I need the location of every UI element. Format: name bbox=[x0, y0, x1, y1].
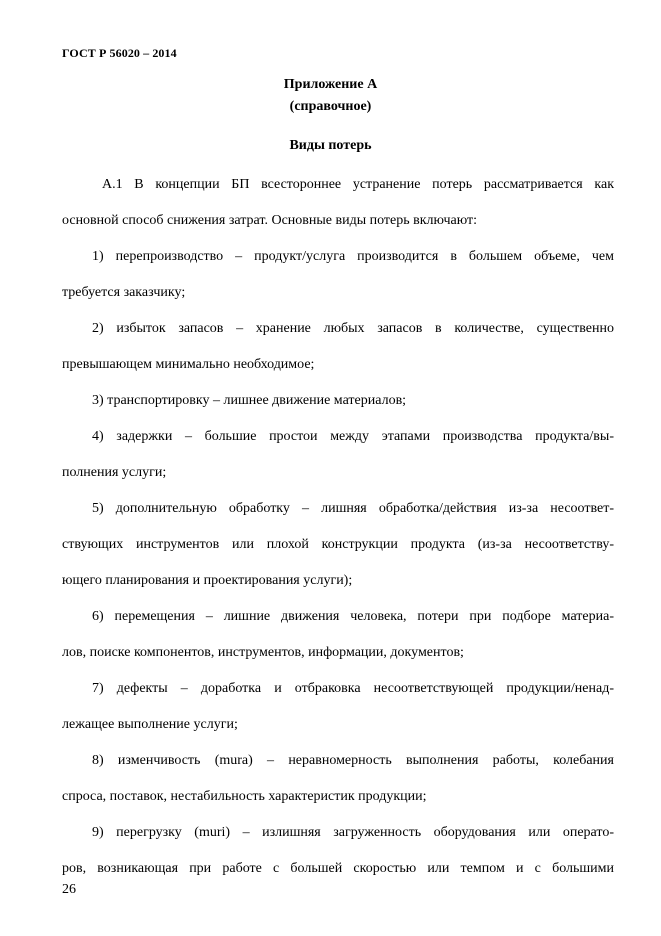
text-line: спроса, поставок, нестабильность характеристик продукции; bbox=[62, 789, 427, 804]
list-item bbox=[62, 318, 614, 390]
text-line: ющего планирования и проектирования услуги); bbox=[62, 573, 353, 588]
text-line: полнения услуги; bbox=[62, 465, 167, 480]
text-line: превышающем минимально необходимое; bbox=[62, 357, 315, 372]
text-line: А.1 В концепции БП всестороннее устранение потерь рассматривается как bbox=[102, 177, 614, 192]
list-item bbox=[62, 246, 614, 318]
standard-code: ГОСТ Р 56020 – 2014 bbox=[62, 46, 177, 60]
text-line: 6) перемещения – лишние движения человека, потери при подборе материа- bbox=[92, 609, 614, 624]
text-line: лежащее выполнение услуги; bbox=[62, 717, 238, 732]
page-number: 26 bbox=[62, 882, 76, 897]
list-item bbox=[62, 426, 614, 498]
text-line: 5) дополнительную обработку – лишняя обработка/действия из-за несоответ- bbox=[92, 501, 614, 516]
text-line: 2) избыток запасов – хранение любых запасов в количестве, существенно bbox=[92, 321, 614, 336]
text-line: основной способ снижения затрат. Основные виды потерь включают: bbox=[62, 213, 478, 228]
text-line: ров, возникающая при работе с большей скоростью или темпом и с большими bbox=[62, 861, 614, 876]
body-text bbox=[62, 174, 614, 894]
paragraph-a1 bbox=[62, 174, 614, 246]
list-item bbox=[62, 822, 614, 894]
list-item bbox=[62, 498, 614, 606]
appendix-title: Приложение А bbox=[283, 77, 378, 92]
text-line: требуется заказчику; bbox=[62, 285, 186, 300]
text-line: 1) перепроизводство – продукт/услуга производится в большем объеме, чем bbox=[92, 249, 614, 264]
section-title: Виды потерь bbox=[289, 138, 372, 153]
list-item bbox=[62, 606, 614, 678]
list-item bbox=[62, 678, 614, 750]
appendix-subtitle: (справочное) bbox=[289, 99, 372, 114]
list-item bbox=[62, 390, 614, 426]
text-line: 7) дефекты – доработка и отбраковка несоответствующей продукции/ненад- bbox=[92, 681, 614, 696]
text-line: 4) задержки – большие простои между этапами производства продукта/вы- bbox=[92, 429, 614, 444]
text-line: лов, поиске компонентов, инструментов, информации, документов; bbox=[62, 645, 464, 660]
text-line: ствующих инструментов или плохой конструкции продукта (из-за несоответству- bbox=[62, 537, 614, 552]
list-item bbox=[62, 750, 614, 822]
text-line: 9) перегрузку (muri) – излишняя загруженность оборудования или операто- bbox=[92, 825, 614, 840]
text-line: 8) изменчивость (mura) – неравномерность выполнения работы, колебания bbox=[92, 753, 614, 768]
text-line: 3) транспортировку – лишнее движение материалов; bbox=[92, 393, 407, 408]
